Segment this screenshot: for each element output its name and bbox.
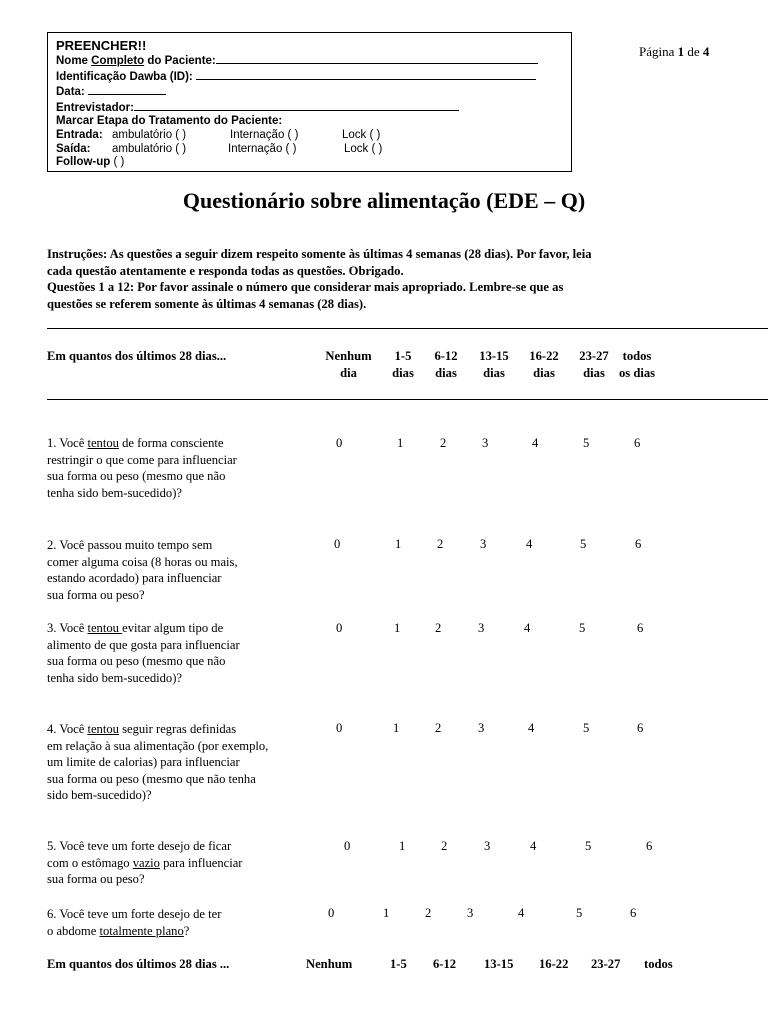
id-field[interactable] xyxy=(196,69,536,80)
q6-option-2[interactable]: 2 xyxy=(425,906,432,920)
question-6: 6. Você teve um forte desejo de ter o abdome totalmente plano? xyxy=(47,907,222,938)
q3-option-0[interactable]: 0 xyxy=(336,621,343,635)
q3-option-2[interactable]: 2 xyxy=(435,621,442,635)
footer-col-todos: todos xyxy=(644,957,673,971)
etapa-row: Marcar Etapa do Tratamento do Paciente: xyxy=(56,115,283,128)
q1-option-0[interactable]: 0 xyxy=(336,436,343,450)
q5-option-0[interactable]: 0 xyxy=(344,839,351,853)
footer-header-question: Em quantos dos últimos 28 dias ... xyxy=(47,957,230,971)
page-title: Questionário sobre alimentação (EDE – Q) xyxy=(182,188,586,213)
q4-option-6[interactable]: 6 xyxy=(637,721,644,735)
q1-option-2[interactable]: 2 xyxy=(440,436,447,450)
col-header-todos: todos os dias xyxy=(618,349,656,380)
page-number: Página 1 de 4 xyxy=(639,44,710,59)
entrevistador-row: Entrevistador: xyxy=(56,100,571,116)
q4-option-4[interactable]: 4 xyxy=(528,721,535,735)
col-header-nenhum: Nenhum dia xyxy=(325,349,372,380)
id-row: Identificação Dawba (ID): xyxy=(56,69,571,85)
saida-internacao-option[interactable]: Internação ( ) xyxy=(228,142,297,155)
q4-option-1[interactable]: 1 xyxy=(393,721,400,735)
q2-option-4[interactable]: 4 xyxy=(526,537,533,551)
q2-option-3[interactable]: 3 xyxy=(480,537,487,551)
q1-option-4[interactable]: 4 xyxy=(532,436,539,450)
saida-lock-option[interactable]: Lock ( ) xyxy=(344,142,383,155)
q5-option-3[interactable]: 3 xyxy=(484,839,491,853)
q2-option-6[interactable]: 6 xyxy=(635,537,642,551)
footer-col-13-15: 13-15 xyxy=(484,957,514,971)
col-header-13-15: 13-15 dias xyxy=(479,349,509,380)
question-5: 5. Você teve um forte desejo de ficar com o estômago vazio para influenciar sua forma ou peso? xyxy=(47,839,243,887)
entrada-row: Entrada: ambulatório ( ) Internação ( ) Lock ( ) xyxy=(56,128,381,141)
col-header-23-27: 23-27 dias xyxy=(579,349,609,380)
question-2: 2. Você passou muito tempo sem comer alguma coisa (8 horas ou mais, estando acordado) para influenciar sua forma ou peso? xyxy=(47,538,238,602)
footer-col-16-22: 16-22 xyxy=(539,957,569,971)
q2-option-2[interactable]: 2 xyxy=(437,537,444,551)
q3-option-5[interactable]: 5 xyxy=(579,621,586,635)
q6-option-4[interactable]: 4 xyxy=(518,906,525,920)
q2-option-1[interactable]: 1 xyxy=(395,537,402,551)
q6-option-1[interactable]: 1 xyxy=(383,906,390,920)
q5-option-5[interactable]: 5 xyxy=(585,839,592,853)
question-1: 1. Você tentou de forma consciente restringir o que come para influenciar sua forma ou peso (mesmo que não tenha sido bem-sucedido)? xyxy=(47,436,237,500)
q1-option-6[interactable]: 6 xyxy=(634,436,641,450)
footer-col-23-27: 23-27 xyxy=(591,957,621,971)
q5-option-4[interactable]: 4 xyxy=(530,839,537,853)
instructions: Instruções: As questões a seguir dizem respeito somente às últimas 4 semanas (28 dias). Por favor, leia cada questão atentamente e responda todas as questões. Obrigado. Questões 1 a 12: Por favor assinale o número que considerar mais apropriado. Lembre-se que as questões se referem somente às últimas 4 semanas (28 dias). xyxy=(47,247,592,311)
data-row: Data: xyxy=(56,84,571,100)
q6-option-0[interactable]: 0 xyxy=(328,906,335,920)
q6-option-6[interactable]: 6 xyxy=(630,906,637,920)
form-header: PREENCHER!! xyxy=(56,38,147,53)
q4-option-3[interactable]: 3 xyxy=(478,721,485,735)
entrada-lock-option[interactable]: Lock ( ) xyxy=(342,128,381,141)
q6-option-5[interactable]: 5 xyxy=(576,906,583,920)
saida-ambulatorio-option[interactable]: ambulatório ( ) xyxy=(112,142,187,155)
q1-option-1[interactable]: 1 xyxy=(397,436,404,450)
q3-option-1[interactable]: 1 xyxy=(394,621,401,635)
q2-option-5[interactable]: 5 xyxy=(580,537,587,551)
footer-col-1-5: 1-5 xyxy=(390,957,407,971)
divider-top xyxy=(47,328,768,329)
q3-option-3[interactable]: 3 xyxy=(478,621,485,635)
entrevistador-field[interactable] xyxy=(134,100,459,111)
footer-col-6-12: 6-12 xyxy=(433,957,457,971)
q5-option-6[interactable]: 6 xyxy=(646,839,653,853)
question-4: 4. Você tentou seguir regras definidas em relação à sua alimentação (por exemplo, um limite de calorias) para influenciar sua forma ou peso (mesmo que não tenha sido bem-sucedido)? xyxy=(47,722,269,803)
q1-option-3[interactable]: 3 xyxy=(482,436,489,450)
saida-row: Saída: ambulatório ( ) Internação ( ) Lock ( ) xyxy=(56,142,383,155)
patient-info-box xyxy=(47,32,572,172)
col-header-16-22: 16-22 dias xyxy=(529,349,559,380)
q3-option-6[interactable]: 6 xyxy=(637,621,644,635)
question-3: 3. Você tentou evitar algum tipo de alimento de que gosta para influenciar sua forma ou peso (mesmo que não tenha sido bem-sucedido)? xyxy=(47,621,240,685)
col-header-6-12: 6-12 dias xyxy=(434,349,458,380)
col-header-1-5: 1-5 dias xyxy=(392,349,414,380)
q6-option-3[interactable]: 3 xyxy=(467,906,474,920)
nome-field[interactable] xyxy=(216,53,538,64)
q4-option-2[interactable]: 2 xyxy=(435,721,442,735)
table-header-question: Em quantos dos últimos 28 dias... xyxy=(47,349,227,363)
followup-row: Follow-up ( ) xyxy=(56,156,125,169)
q3-option-4[interactable]: 4 xyxy=(524,621,531,635)
data-field[interactable] xyxy=(88,84,166,95)
q1-option-5[interactable]: 5 xyxy=(583,436,590,450)
q4-option-5[interactable]: 5 xyxy=(583,721,590,735)
divider-header xyxy=(47,399,768,400)
footer-col-nenhum: Nenhum xyxy=(306,957,353,971)
followup-option[interactable]: ( ) xyxy=(113,156,125,169)
q5-option-1[interactable]: 1 xyxy=(399,839,406,853)
entrada-ambulatorio-option[interactable]: ambulatório ( ) xyxy=(112,128,187,141)
q4-option-0[interactable]: 0 xyxy=(336,721,343,735)
q5-option-2[interactable]: 2 xyxy=(441,839,448,853)
q2-option-0[interactable]: 0 xyxy=(334,537,341,551)
nome-row: Nome Completo do Paciente: xyxy=(56,53,571,69)
entrada-internacao-option[interactable]: Internação ( ) xyxy=(230,128,299,141)
